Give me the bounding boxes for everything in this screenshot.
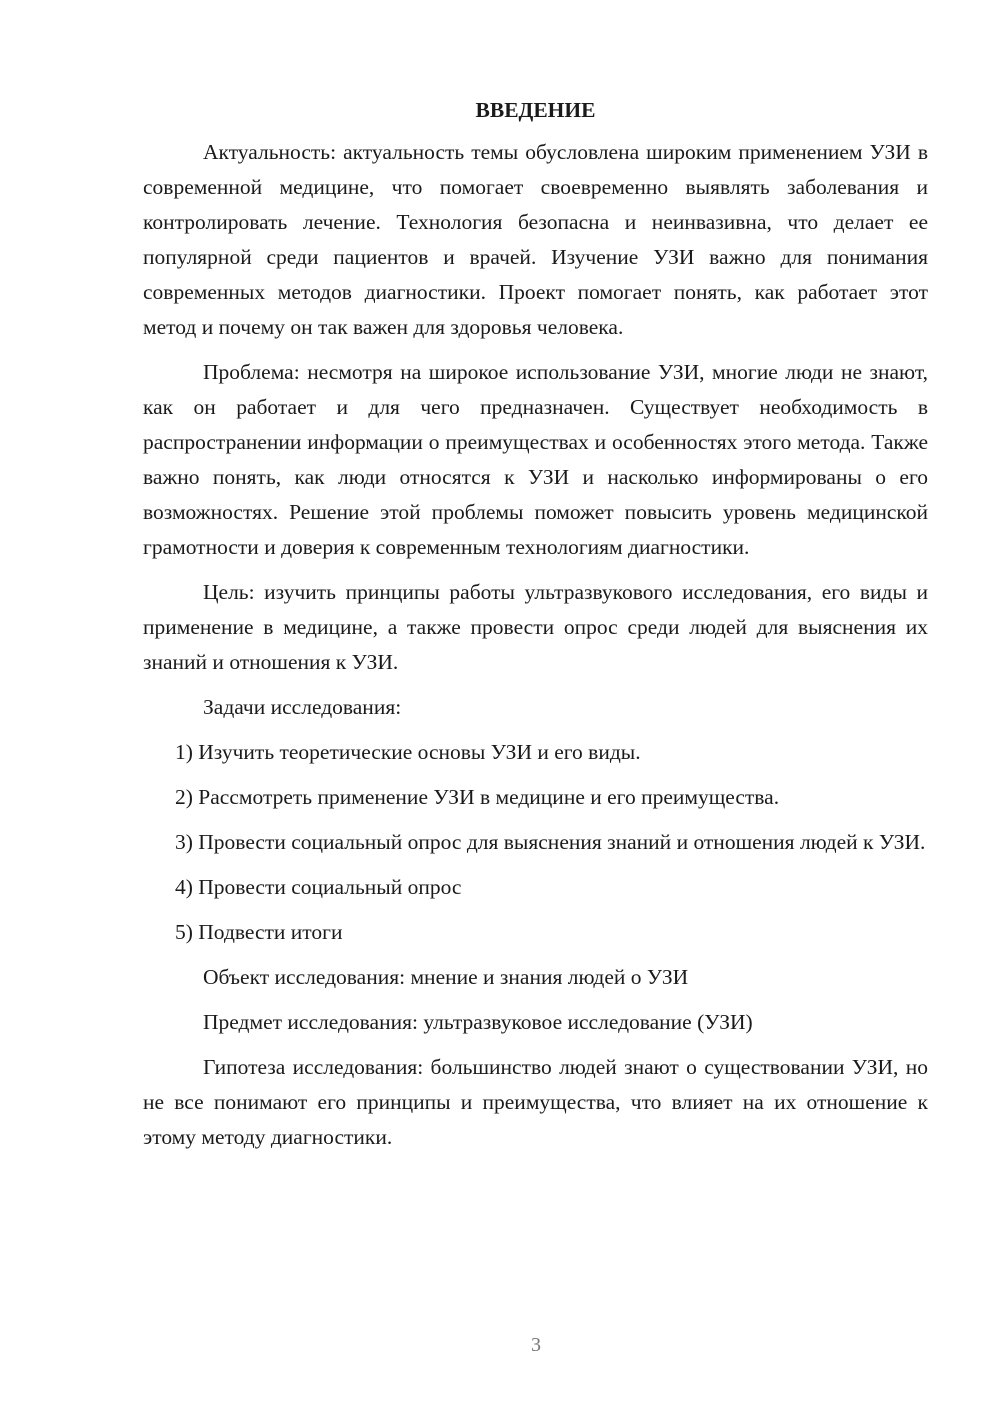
task-item-1: 1) Изучить теоретические основы УЗИ и его виды. [175, 740, 641, 764]
hypothesis-paragraph: Гипотеза исследования: большинство людей знают о существовании УЗИ, но не все понимают его принципы и преимущества, что влияет на их отношение к этому методу диагностики. [143, 1055, 928, 1149]
relevance-paragraph: Актуальность: актуальность темы обусловлена широким применением УЗИ в современной медицине, что помогает своевременно выявлять заболевания и контролировать лечение. Технология безопасна и неинвазивна, что делает ее популярной среди пациентов и врачей. Изучение УЗИ важно для понимания современных методов диагностики. Проект помогает понять, как работает этот метод и почему он так важен для здоровья человека. [143, 140, 928, 339]
research-subject: Предмет исследования: ультразвуковое исследование (УЗИ) [203, 1010, 753, 1034]
research-object: Объект исследования: мнение и знания людей о УЗИ [203, 965, 689, 989]
task-item-3: 3) Провести социальный опрос для выяснения знаний и отношения людей к УЗИ. [175, 830, 926, 854]
problem-paragraph: Проблема: несмотря на широкое использование УЗИ, многие люди не знают, как он работает и для чего предназначен. Существует необходимость в распространении информации о преимуществах и особенностях этого метода. Также важно понять, как люди относятся к УЗИ и насколько информированы о его возможностях. Решение этой проблемы поможет повысить уровень медицинской грамотности и доверия к современным технологиям диагностики. [143, 360, 928, 559]
task-item-2: 2) Рассмотреть применение УЗИ в медицине и его преимущества. [175, 785, 780, 809]
task-item-4: 4) Провести социальный опрос [175, 875, 462, 899]
document-body [143, 95, 928, 1165]
tasks-title: Задачи исследования: [203, 695, 402, 719]
section-heading: ВВЕДЕНИЕ [475, 98, 596, 122]
task-item-5: 5) Подвести итоги [175, 920, 343, 944]
page-number: 3 [531, 1334, 541, 1356]
goal-paragraph: Цель: изучить принципы работы ультразвукового исследования, его виды и применение в медицине, а также провести опрос среди людей для выяснения их знаний и отношения к УЗИ. [143, 580, 928, 674]
